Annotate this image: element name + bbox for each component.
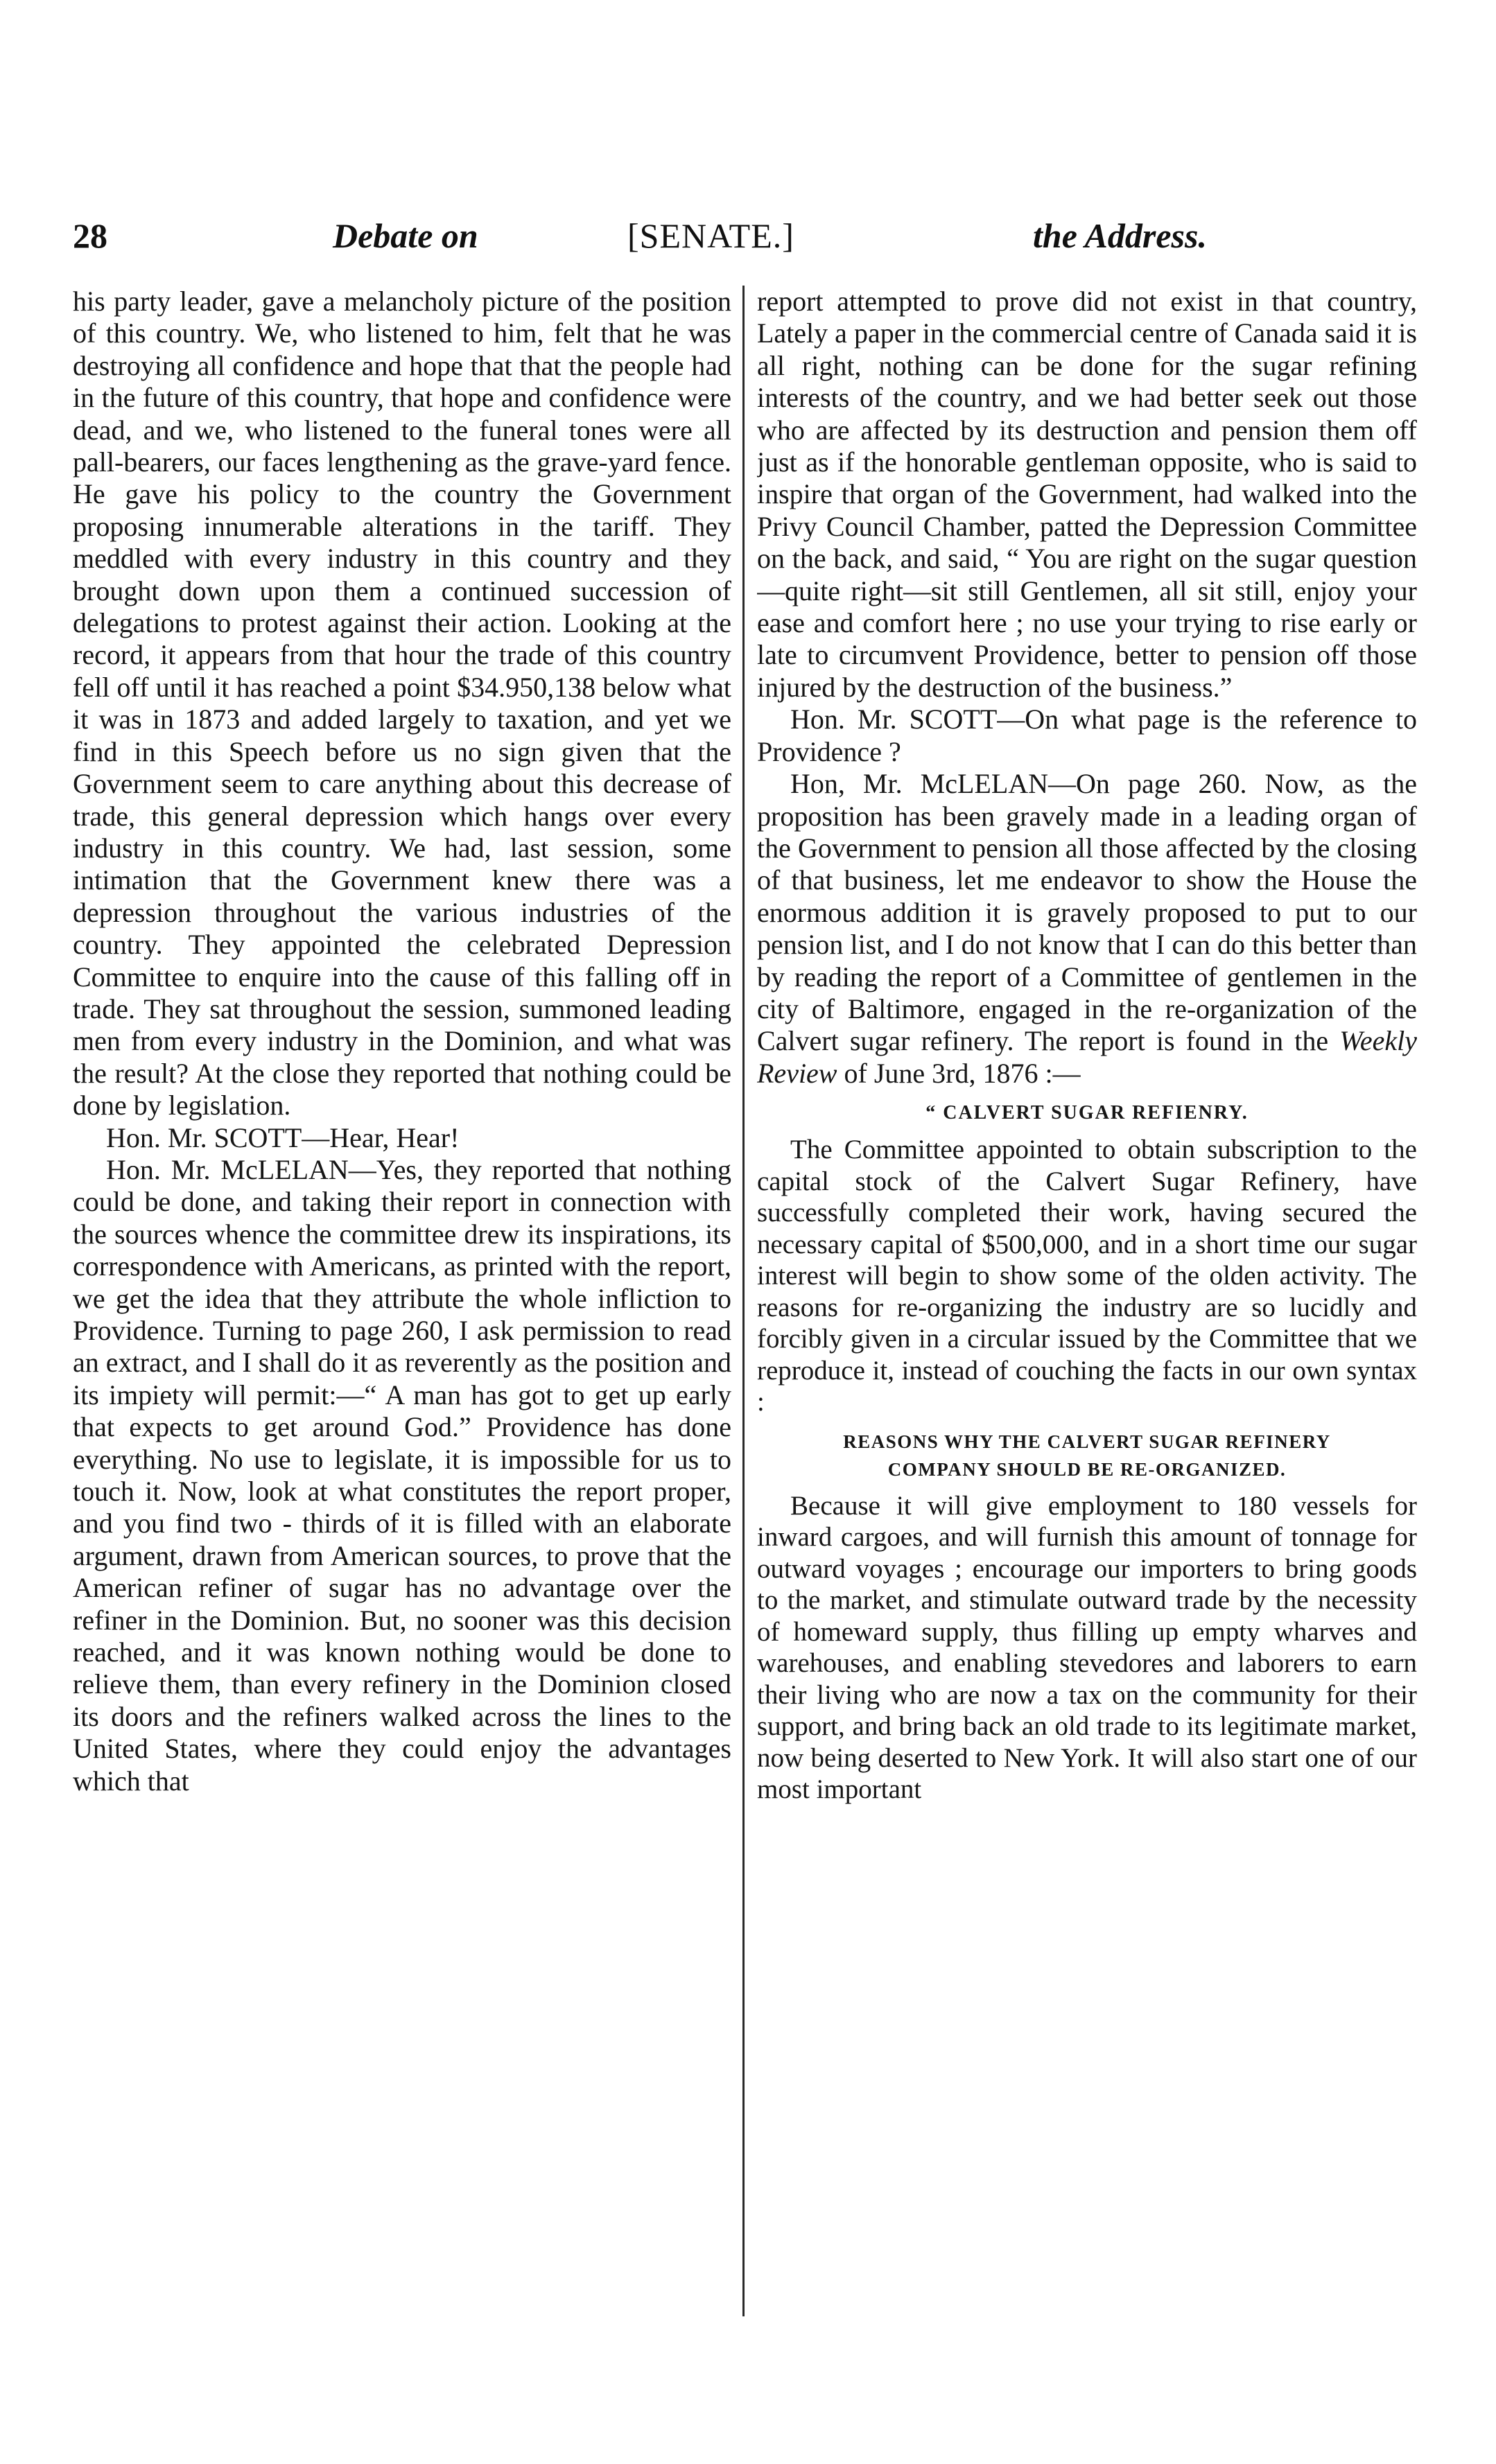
paragraph-text: of June 3rd, 1876 :— (844, 1057, 1081, 1089)
paragraph (757, 768, 1417, 1090)
circular-heading-line: REASONS WHY THE CALVERT SUGAR REFINERY (843, 1431, 1331, 1452)
publication-title: Weekly Review (757, 1025, 1417, 1089)
quoted-paragraph: Because it will give employment to 180 vessels for inward cargoes, and will furnish this amount of tonnage for outward voyages ; encourage our importers to bring goods to the market, and stimulate outward trade by the necessity of homeward supply, thus filling up empty wharves and warehouses, and enabling stevedores and laborers to earn their living who are now a tax on the community for their support, and bring back an old trade to its legitimate market, now being deserted to New York. It will also start one of our most important (757, 1490, 1417, 1805)
paragraph: his party leader, gave a melancholy picture of the position of this country. We, who listened to him, felt that he was destroying all confidence and hope that that the people had in the future of this country, that hope and confidence were dead, and we, who listened to the funeral tones were all pall-bearers, our faces lengthening as the grave-yard fence. He gave his policy to the country the Government proposing innumerable alterations in the tariff. They meddled with every industry in this country and they brought down upon them a continued succession of delegations to protest against their action. Looking at the record, it appears from that hour the trade of this country fell off until it has reached a point $34.950,138 below what it was in 1873 and added largely to taxation, and yet we find in this Speech before us no sign given that the Government seem to care anything about this decrease of trade, this general depression which hangs over every industry in this country. We had, last session, some intimation that the Government knew there was a depression throughout the various industries of the country. They appointed the celebrated Depression Committee to enquire into the cause of this falling off in trade. They sat throughout the session, summoned leading men from every industry in the Dominion, and what was the result? At the close they reported that nothing could be done by legislation. (73, 286, 731, 1121)
chamber-title: [SENATE.] (627, 216, 794, 255)
quoted-article-heading: “ CALVERT SUGAR REFIENRY. (925, 1102, 1249, 1124)
left-column (73, 286, 731, 2393)
page-number: 28 (73, 216, 107, 255)
paragraph: Hon. Mr. SCOTT—Hear, Hear! (106, 1121, 460, 1153)
paragraph-text: Hon, Mr. McLELAN—On page 260. Now, as the proposition has been gravely made in a leading organ of the Government to pension all those affected by the closing of that business, let me endeavor to show the House the enormous addition it is gravely proposed to put to our pension list, and I do not know that I can do this better than by reading the report of a Committee of gentlemen in the city of Baltimore, engaged in the re-organization of the Calvert sugar refinery. The report is found in the (757, 768, 1417, 1057)
circular-heading (757, 1428, 1417, 1483)
running-title-left: Debate on (333, 216, 478, 255)
column-divider (742, 286, 745, 2316)
right-column (757, 286, 1417, 2393)
paragraph: Hon. Mr. SCOTT—On what page is the reference to Providence ? (757, 704, 1417, 767)
quoted-paragraph: The Committee appointed to obtain subscription to the capital stock of the Calvert Sugar Refinery, have successfully completed their work, having secured the necessary capital of $500,000, and in a short time our sugar interest will begin to show some of the olden activity. The reasons for re-organizing the industry are so lucidly and forcibly given in a circular issued by the Committee that we reproduce it, instead of couching the facts in our own syntax : (757, 1135, 1417, 1417)
circular-heading-line: COMPANY SHOULD BE RE-ORGANIZED. (887, 1458, 1287, 1480)
running-title-right: the Address. (1033, 216, 1207, 255)
paragraph: Hon. Mr. McLELAN—Yes, they reported that nothing could be done, and taking their report in connection with the sources whence the committee drew its inspirations, its correspondence with Americans, as printed with the report, we get the idea that they attribute the whole infliction to Providence. Turning to page 260, I ask permission to read an extract, and I shall do it as reverently as the position and its impiety will permit:—“ A man has got to get up early that expects to get around God.” Providence has done everything. No use to legislate, it is impossible for us to touch it. Now, look at what constitutes the report proper, and you find two - thirds of it is filled with an elaborate argument, drawn from American sources, to prove that the American refiner of sugar has no advantage over the refiner in the Dominion. But, no sooner was this decision reached, and it was known nothing would be done to relieve them, than every refinery in the Dominion closed its doors and the refiners walked across the lines to the United States, where they could enjoy the advantages which that (73, 1153, 731, 1797)
paragraph: report attempted to prove did not exist in that country, Lately a paper in the commercial centre of Canada said it is all right, nothing can be done for the sugar refining interests of the country, and we had better seek out those who are affected by its destruction and pension them off just as if the honorable gentleman opposite, who is said to inspire that organ of the Government, had walked into the Privy Council Chamber, patted the Depression Committee on the back, and said, “ You are right on the sugar question—quite right—sit still Gentlemen, all sit still, enjoy your ease and comfort here ; no use your trying to rise early or late to circumvent Providence, better to pension off those injured by the destruction of the business.” (757, 286, 1417, 703)
running-header (66, 208, 1383, 263)
